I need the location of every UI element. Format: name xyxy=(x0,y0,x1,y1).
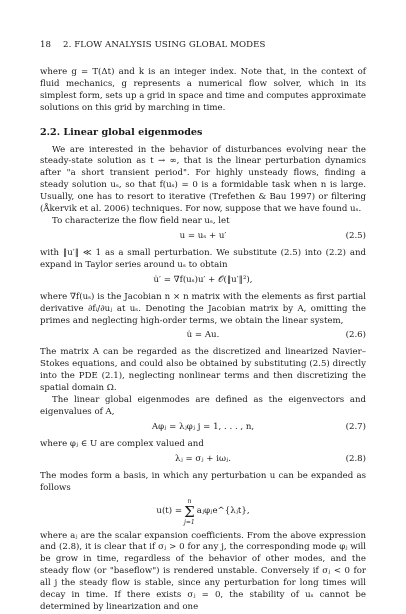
paragraph-5: The matrix A can be regarded as the discretized and linearized Navier–Stokes equations, and could also be obtained by substituting (2.5) directly into the PDE (2.1), neglecting nonlinear terms and then discretizing the spatial domain Ω. xyxy=(40,347,366,394)
equation-modal-expansion xyxy=(40,498,366,528)
equation-2-8 xyxy=(40,454,366,468)
paragraph-9: where aⱼ are the scalar expansion coefficients. From the above expression and (2.8), it is clear that if σⱼ > 0 for any j, the corresponding mode φⱼ will be grow in time, regardless of the behavior of other modes, and the steady flow (or "baseflow") is rendered unstable. Conversely if σⱼ < 0 for all j the steady flow is stable, since any perturbation for long times will decay in time. If there exists σⱼ = 0, the stability of uₛ cannot be determined by linearization and one xyxy=(40,530,366,612)
equation-2-7 xyxy=(40,422,366,436)
summation xyxy=(184,498,195,526)
equation-body: u̇ = Au. xyxy=(186,330,220,341)
paragraph-7: where φⱼ ∈ U are complex valued and xyxy=(40,438,204,449)
paragraph-6: The linear global eigenmodes are defined as the eigenvectors and eigenvalues of A, xyxy=(40,395,366,417)
paragraph-intro: where g = T(Δt) and k is an integer index. Note that, in the context of fluid mechanics, g represents a numerical flow solver, which in its simplest form, sets up a grid in space and time and computes approximate solutions on this grid by marching in time. xyxy=(40,67,366,113)
paragraph-4: where ∇f(uₛ) is the Jacobian n × n matrix with the elements as first partial derivative ∂fᵢ/∂uⱼ at uₛ. Denoting the Jacobian matrix by A, omitting the primes and neglecting high-order terms, we obtain the linear system, xyxy=(40,291,366,326)
summation-sign: Σ xyxy=(184,502,195,521)
equation-body: Aφⱼ = λⱼφⱼ j = 1, . . . , n, xyxy=(151,421,255,432)
equation-rhs: aⱼφⱼe^{λⱼt}, xyxy=(196,505,250,516)
equation-number: (2.5) xyxy=(345,230,366,241)
summation-lower: j=1 xyxy=(184,518,195,526)
paragraph-3: with ‖u′‖ ≪ 1 as a small perturbation. We substitute (2.5) into (2.2) and expand in Taylor series around uₛ to obtain xyxy=(40,247,366,270)
equation-2-5 xyxy=(40,231,366,245)
equation-number: (2.7) xyxy=(345,421,366,432)
equation-number: (2.6) xyxy=(345,330,366,341)
paragraph-8: The modes form a basis, in which any perturbation u can be expanded as follows xyxy=(40,470,366,493)
equation-body xyxy=(156,498,249,526)
equation-taylor xyxy=(40,275,366,289)
equation-number: (2.8) xyxy=(345,453,366,464)
equation-lhs: u(t) = xyxy=(156,505,183,516)
section-heading: 2.2. Linear global eigenmodes xyxy=(40,126,203,138)
summation-upper: n xyxy=(187,497,192,505)
running-title: 2. FLOW ANALYSIS USING GLOBAL MODES xyxy=(63,40,266,50)
equation-body: u = uₛ + u′ xyxy=(179,230,227,241)
paragraph-1: We are interested in the behavior of disturbances evolving near the steady-state solution as t → ∞, that is the linear perturbation dynamics after "a short transient period". For highly unsteady flows, finding a steady solution uₛ, so that f(uₛ) = 0 is a formidable task when n is large. Usually, one has to resort to iterative (Trefethen & Bau 1997) or filtering (Åkervik et al. 2006) techniques. For now, suppose that we have found uₛ. xyxy=(40,144,366,215)
equation-body: λⱼ = σⱼ + iωⱼ. xyxy=(175,453,231,464)
equation-body: u̇′ = ∇f(uₛ)u′ + 𝒪(‖u′‖²), xyxy=(153,274,253,285)
text-column xyxy=(40,67,366,614)
page-number: 18 xyxy=(40,40,51,50)
equation-2-6 xyxy=(40,330,366,344)
paragraph-2: To characterize the flow field near uₛ, let xyxy=(52,215,230,226)
